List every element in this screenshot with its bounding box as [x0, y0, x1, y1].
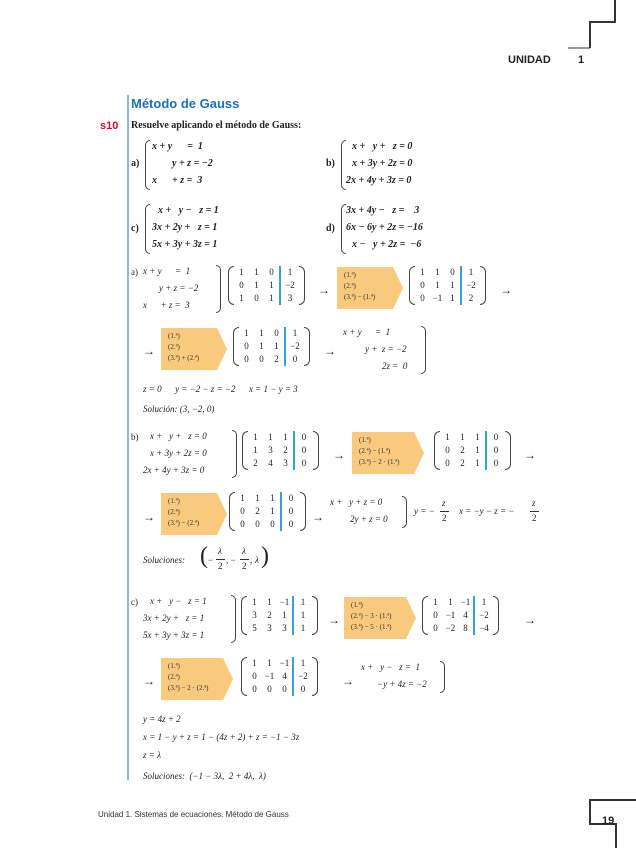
- matrix-cell: 0: [239, 280, 244, 290]
- sol-b-sol-den1: 2: [218, 561, 223, 571]
- sol-a-op-1: [337, 267, 393, 309]
- matrix-paren-right: [312, 596, 318, 635]
- row-operation: (1.ª): [168, 662, 180, 670]
- matrix-cell: −4: [473, 622, 493, 635]
- matrix-cell: 3: [282, 623, 287, 633]
- matrix-cell: 4: [282, 671, 287, 681]
- matrix-cell: 1: [239, 267, 244, 277]
- sol-c-step-3: z = λ: [143, 750, 161, 760]
- system-c-eq2: 3x + 2y + z = 1: [152, 222, 218, 233]
- matrix-paren-right: [313, 431, 319, 470]
- sol-c-matrix-3: [241, 657, 318, 696]
- page-number: 19: [602, 815, 615, 827]
- matrix-cell: 0: [485, 457, 505, 470]
- system-c-brace: [145, 204, 150, 254]
- matrix-cell: 0: [244, 341, 249, 351]
- matrix-cell: 1: [435, 267, 440, 277]
- sol-b-paren-open: (: [200, 543, 208, 569]
- matrix-cell: 1: [254, 267, 259, 277]
- corner-mark-bottom-right: [560, 770, 636, 848]
- section-title: Método de Gauss: [131, 96, 240, 111]
- sol-b-paren-close: ): [261, 543, 269, 569]
- matrix-cell: 1: [282, 610, 287, 620]
- sol-c-eq2: 3x + 2y + z = 1: [143, 613, 205, 623]
- matrix-cell: 0: [450, 267, 455, 277]
- matrix-cell: 1: [253, 432, 258, 442]
- matrix-cell: 4: [463, 610, 468, 620]
- sol-b-op-1: [352, 432, 414, 474]
- matrix-cell: −1: [279, 658, 290, 668]
- row-operation: (3.ª) + (2.ª): [168, 354, 200, 362]
- matrix-paren-right: [312, 657, 318, 696]
- matrix-cell: 3: [267, 623, 272, 633]
- unit-label: UNIDAD: [508, 54, 551, 66]
- matrix-cell: 0: [240, 519, 245, 529]
- matrix-cell: 1: [240, 493, 245, 503]
- matrix-cell: 1: [445, 432, 450, 442]
- matrix-cell: 1: [460, 432, 465, 442]
- matrix-cell: 0: [293, 457, 313, 470]
- matrix-cell: 1: [473, 596, 493, 609]
- sol-b-matrix-2: [434, 431, 511, 470]
- matrix-cell: 1: [292, 622, 312, 635]
- sol-b-eq1: x + y + z = 0: [150, 431, 207, 441]
- arrow-icon: →: [143, 344, 155, 358]
- matrix-cell: 1: [450, 280, 455, 290]
- sol-a-eq2: y + z = −2: [159, 283, 199, 293]
- matrix-cell: 1: [253, 445, 258, 455]
- matrix-cell: −1: [432, 293, 443, 303]
- fraction-bar: [240, 559, 249, 560]
- sol-c-solution: Soluciones: (−1 − 3λ, 2 + 4λ, λ): [143, 771, 266, 781]
- matrix-cell: 1: [267, 658, 272, 668]
- arrow-icon: →: [143, 674, 155, 688]
- matrix-cell: 0: [445, 458, 450, 468]
- matrix-cell: 0: [433, 610, 438, 620]
- system-a-eq1: x + y = 1: [152, 141, 203, 152]
- matrix-paren-right: [299, 266, 305, 305]
- matrix-cell: 1: [284, 327, 304, 340]
- sol-a-solution: Solución: (3, −2, 0): [143, 404, 215, 414]
- matrix-cell: 1: [270, 493, 275, 503]
- sol-a-res-eq2: y + z = −2: [365, 344, 407, 354]
- row-operation: (2.ª): [168, 508, 180, 516]
- fraction-bar: [216, 559, 225, 560]
- system-b-label: b): [326, 158, 335, 169]
- matrix-cell: 3: [279, 292, 299, 305]
- row-operation: (2.ª) − (1.ª): [359, 447, 391, 455]
- sol-b-label: b): [131, 432, 139, 442]
- sol-c-res-brace: [440, 661, 445, 693]
- sol-b-solution-label: Soluciones:: [143, 555, 185, 565]
- matrix-cell: 0: [433, 623, 438, 633]
- sol-c-step-2: x = 1 − y + z = 1 − (4z + 2) + z = −1 − 3z: [143, 732, 300, 742]
- sol-c-res-eq1: x + y − z = 1: [361, 662, 420, 672]
- matrix-cell: 5: [252, 623, 257, 633]
- sol-b-res-brace: [402, 496, 407, 528]
- row-operation: (3.ª) − (2.ª): [168, 519, 200, 527]
- arrow-icon: →: [524, 613, 536, 627]
- row-operation: (2.ª): [344, 282, 356, 290]
- matrix-cell: 0: [252, 684, 257, 694]
- matrix-cell: 1: [420, 267, 425, 277]
- matrix-cell: 1: [450, 293, 455, 303]
- matrix-cell: 1: [283, 432, 288, 442]
- matrix-cell: 2: [255, 506, 260, 516]
- sol-a-eq1: x + y = 1: [143, 266, 191, 276]
- matrix-cell: 1: [292, 657, 312, 670]
- matrix-cell: 0: [280, 505, 300, 518]
- sol-c-label: c): [131, 597, 138, 607]
- matrix-paren-right: [505, 431, 511, 470]
- footer-text: Unidad 1. Sistemas de ecuaciones. Método de Gauss: [98, 810, 289, 819]
- matrix-cell: 2: [253, 458, 258, 468]
- sol-b-x-den: 2: [532, 513, 537, 523]
- row-operation: (1.ª): [351, 601, 363, 609]
- sol-a-matrix-1: [228, 266, 305, 305]
- system-a-eq2: y + z = −2: [172, 158, 213, 169]
- matrix-cell: 0: [274, 328, 279, 338]
- row-operation: (1.ª): [168, 332, 180, 340]
- sol-b-y-den: 2: [442, 513, 447, 523]
- matrix-cell: 0: [420, 280, 425, 290]
- matrix-cell: 1: [279, 266, 299, 279]
- sol-b-x-num: z: [532, 498, 536, 508]
- matrix-cell: −1: [264, 671, 275, 681]
- exercise-number: s10: [100, 120, 119, 132]
- sol-a-matrix-2: [409, 266, 486, 305]
- matrix-cell: 1: [255, 493, 260, 503]
- matrix-cell: 0: [284, 353, 304, 366]
- matrix-cell: 1: [259, 328, 264, 338]
- row-operation: (1.ª): [344, 271, 356, 279]
- row-operation: (3.ª) − 5 · (1.ª): [351, 623, 392, 631]
- matrix-cell: 2: [283, 445, 288, 455]
- arrow-icon: →: [312, 510, 324, 524]
- matrix-cell: −1: [279, 597, 290, 607]
- matrix-cell: −2: [460, 279, 480, 292]
- matrix-cell: 1: [475, 432, 480, 442]
- arrow-icon: →: [342, 674, 354, 688]
- matrix-cell: 1: [269, 293, 274, 303]
- row-operation: (2.ª): [168, 673, 180, 681]
- sol-a-label: a): [131, 267, 138, 277]
- matrix-cell: 1: [239, 293, 244, 303]
- system-a-label: a): [131, 158, 140, 169]
- system-c-eq3: 5x + 3y + 3z = 1: [152, 239, 218, 250]
- sol-b-comma: , −: [226, 555, 236, 565]
- arrow-icon: →: [324, 344, 336, 358]
- row-operation: (1.ª): [359, 436, 371, 444]
- matrix-cell: 0: [270, 519, 275, 529]
- matrix-cell: 1: [433, 597, 438, 607]
- sol-a-matrix-3: [233, 327, 310, 366]
- matrix-cell: −2: [473, 609, 493, 622]
- system-d-eq2: 6x − 6y + 2z = −16: [346, 222, 423, 233]
- matrix-cell: 1: [254, 280, 259, 290]
- sol-b-matrix-1: [242, 431, 319, 470]
- matrix-cell: 0: [240, 506, 245, 516]
- matrix-cell: −1: [445, 610, 456, 620]
- matrix-cell: 1: [292, 596, 312, 609]
- matrix-cell: 0: [282, 684, 287, 694]
- matrix-cell: 1: [475, 445, 480, 455]
- matrix-cell: 1: [270, 506, 275, 516]
- sol-c-eq3: 5x + 3y + 3z = 1: [143, 630, 205, 640]
- matrix-cell: −2: [279, 279, 299, 292]
- fraction-bar: [440, 511, 449, 512]
- matrix-cell: 1: [274, 341, 279, 351]
- matrix-cell: 1: [475, 458, 480, 468]
- sol-b-y-expr: y = −: [414, 506, 435, 516]
- sol-b-x-expr: x = −y − z = −: [459, 506, 515, 516]
- matrix-cell: 1: [269, 280, 274, 290]
- matrix-cell: 0: [254, 293, 259, 303]
- matrix-cell: 1: [268, 432, 273, 442]
- matrix-cell: −2: [292, 670, 312, 683]
- system-c-eq1: x + y − z = 1: [158, 205, 219, 216]
- sol-b-eq3: 2x + 4y + 3z = 0: [143, 465, 205, 475]
- system-a-eq3: x + z = 3: [152, 175, 203, 186]
- sol-b-comma: ,: [250, 555, 253, 565]
- matrix-cell: 0: [485, 444, 505, 457]
- matrix-cell: 1: [292, 609, 312, 622]
- row-operation: (3.ª) − 2 · (2.ª): [168, 684, 209, 692]
- matrix-cell: 1: [267, 597, 272, 607]
- system-b-eq1: x + y + z = 0: [352, 141, 413, 152]
- arrow-icon: →: [318, 283, 330, 297]
- matrix-cell: 0: [445, 445, 450, 455]
- matrix-paren-right: [480, 266, 486, 305]
- margin-rule: [127, 95, 129, 780]
- matrix-cell: 0: [255, 519, 260, 529]
- system-b-eq2: x + 3y + 2z = 0: [352, 158, 413, 169]
- matrix-cell: 0: [269, 267, 274, 277]
- sol-a-res-eq1: x + y = 1: [343, 327, 391, 337]
- matrix-cell: −1: [460, 597, 471, 607]
- row-operation: (1.ª): [168, 497, 180, 505]
- sol-c-op-1: [344, 597, 406, 639]
- sol-b-op-2: [161, 493, 217, 535]
- system-d-eq1: 3x + 4y − z = 3: [346, 205, 420, 216]
- arrow-icon: →: [333, 448, 345, 462]
- system-d-eq3: x − y + 2z = −6: [352, 239, 422, 250]
- matrix-cell: −2: [284, 340, 304, 353]
- matrix-cell: 1: [435, 280, 440, 290]
- sol-b-sol-3: λ: [255, 555, 259, 565]
- matrix-cell: −2: [445, 623, 456, 633]
- sol-c-eq1: x + y − z = 1: [150, 596, 207, 606]
- matrix-cell: 1: [259, 341, 264, 351]
- matrix-cell: 2: [460, 458, 465, 468]
- sol-a-res-brace: [421, 326, 426, 374]
- matrix-paren-right: [300, 492, 306, 531]
- row-operation: (2.ª): [168, 343, 180, 351]
- sol-b-res-eq2: 2y + z = 0: [350, 514, 388, 524]
- matrix-cell: 0: [293, 431, 313, 444]
- matrix-cell: 3: [283, 458, 288, 468]
- arrow-icon: →: [500, 283, 512, 297]
- matrix-paren-right: [304, 327, 310, 366]
- sol-a-brace: [216, 265, 221, 313]
- arrow-icon: →: [143, 510, 155, 524]
- matrix-cell: 3: [252, 610, 257, 620]
- sol-c-brace: [231, 595, 236, 643]
- matrix-cell: 1: [252, 658, 257, 668]
- unit-number: 1: [578, 54, 585, 66]
- matrix-cell: 2: [267, 610, 272, 620]
- sol-c-step-1: y = 4z + 2: [143, 714, 181, 724]
- matrix-cell: 0: [267, 684, 272, 694]
- sol-a-op-2: [161, 328, 217, 370]
- sol-b-brace: [232, 430, 237, 478]
- sol-b-sol-num1: λ: [218, 546, 222, 556]
- sol-a-steps: z = 0 y = −2 − z = −2 x = 1 − y = 3: [143, 384, 298, 394]
- sol-c-matrix-2: [422, 596, 499, 635]
- sol-a-res-eq3: 2z = 0: [382, 361, 408, 371]
- matrix-cell: 3: [268, 445, 273, 455]
- matrix-cell: 1: [460, 266, 480, 279]
- matrix-paren-right: [493, 596, 499, 635]
- matrix-cell: 0: [292, 683, 312, 696]
- matrix-cell: 0: [252, 671, 257, 681]
- sol-b-sol-num2: λ: [242, 546, 246, 556]
- sol-b-eq2: x + 3y + 2z = 0: [150, 448, 207, 458]
- row-operation: (2.ª) − 3 · (1.ª): [351, 612, 392, 620]
- sol-c-op-2: [161, 658, 223, 700]
- matrix-cell: 8: [463, 623, 468, 633]
- matrix-cell: 0: [280, 518, 300, 531]
- system-b-eq3: 2x + 4y + 3z = 0: [346, 175, 412, 186]
- system-d-label: d): [326, 223, 335, 234]
- matrix-cell: 0: [280, 492, 300, 505]
- sol-c-res-eq2: −y + 4z = −2: [377, 679, 427, 689]
- row-operation: (3.ª) − 2 · (1.ª): [359, 458, 400, 466]
- system-a-brace: [145, 140, 150, 190]
- matrix-cell: 4: [268, 458, 273, 468]
- matrix-cell: 0: [244, 354, 249, 364]
- sol-a-eq3: x + z = 3: [143, 300, 190, 310]
- sol-b-matrix-3: [229, 492, 306, 531]
- matrix-cell: 1: [244, 328, 249, 338]
- corner-mark-top-right: [560, 0, 636, 72]
- fraction-bar: [530, 511, 539, 512]
- arrow-icon: →: [524, 448, 536, 462]
- matrix-cell: 1: [448, 597, 453, 607]
- sol-b-sol-den2: 2: [242, 561, 247, 571]
- matrix-cell: 0: [259, 354, 264, 364]
- sol-c-matrix-1: [241, 596, 318, 635]
- sol-b-res-eq1: x + y + z = 0: [330, 497, 383, 507]
- matrix-cell: 0: [485, 431, 505, 444]
- arrow-icon: →: [328, 613, 340, 627]
- matrix-cell: 0: [293, 444, 313, 457]
- sol-b-y-num: z: [442, 498, 446, 508]
- system-c-label: c): [131, 223, 139, 234]
- exercise-instruction: Resuelve aplicando el método de Gauss:: [131, 120, 302, 131]
- matrix-cell: 2: [460, 445, 465, 455]
- row-operation: (3.ª) − (1.ª): [344, 293, 376, 301]
- matrix-cell: 2: [460, 292, 480, 305]
- sol-b-minus: −: [208, 555, 214, 565]
- matrix-cell: 2: [274, 354, 279, 364]
- matrix-cell: 1: [252, 597, 257, 607]
- matrix-cell: 0: [420, 293, 425, 303]
